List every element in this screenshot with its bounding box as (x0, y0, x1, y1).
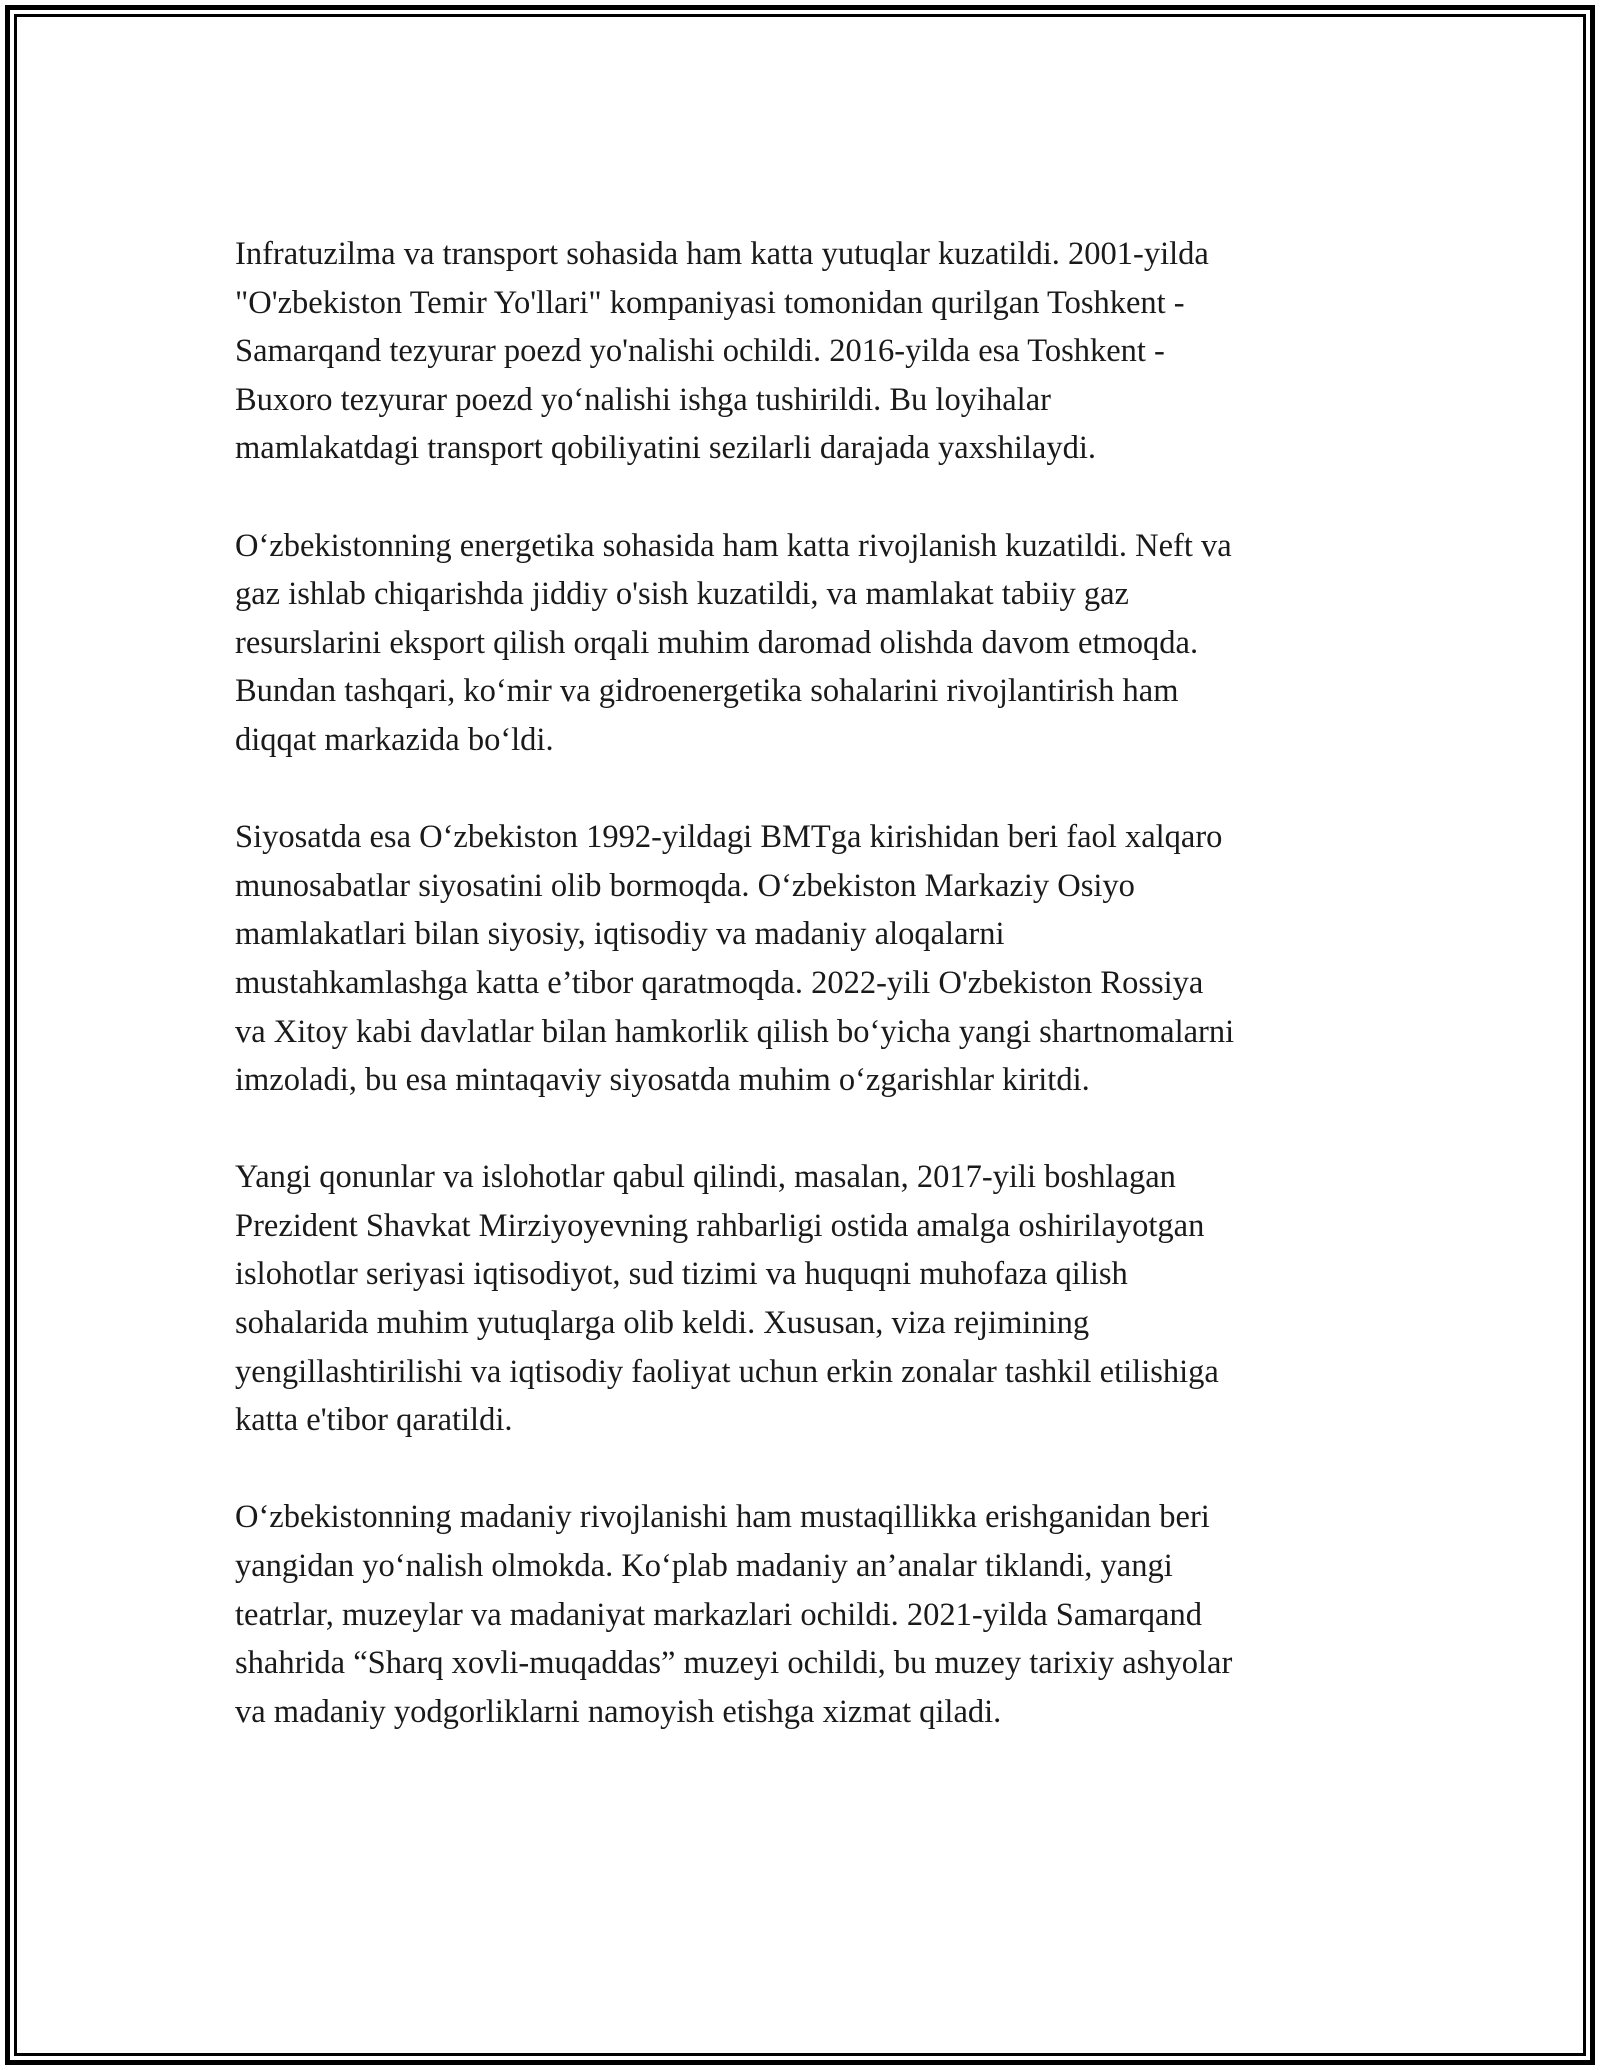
text-line: imzoladi, bu esa mintaqaviy siyosatda muhim o‘zgarishlar kiritdi. (235, 1062, 1090, 1099)
text-line: Samarqand tezyurar poezd yo'nalishi ochildi. 2016-yilda esa Toshkent - (235, 333, 1165, 370)
paragraph-infrastructure (235, 230, 1385, 473)
text-line: O‘zbekistonning energetika sohasida ham katta rivojlanish kuzatildi. Neft va (235, 527, 1232, 564)
text-line: diqqat markazida bo‘ldi. (235, 721, 554, 758)
paragraph-culture (235, 1493, 1385, 1736)
text-line: va Xitoy kabi davlatlar bilan hamkorlik qilish bo‘yicha yangi shartnomalarni (235, 1013, 1235, 1050)
text-line: va madaniy yodgorliklarni namoyish etishga xizmat qiladi. (235, 1693, 1002, 1730)
text-line: "O'zbekiston Temir Yo'llari" kompaniyasi tomonidan qurilgan Toshkent - (235, 284, 1185, 321)
text-line: mustahkamlashga katta e’tibor qaratmoqda. 2022-yili O'zbekiston Rossiya (235, 964, 1204, 1001)
text-line: yengillashtirilishi va iqtisodiy faoliyat uchun erkin zonalar tashkil etilishiga (235, 1353, 1219, 1390)
text-line: mamlakatdagi transport qobiliyatini sezilarli darajada yaxshilaydi. (235, 430, 1096, 467)
text-line: katta e'tibor qaratildi. (235, 1402, 513, 1439)
text-line: Yangi qonunlar va islohotlar qabul qilindi, masalan, 2017-yili boshlagan (235, 1159, 1176, 1196)
text-line: mamlakatlari bilan siyosiy, iqtisodiy va madaniy aloqalarni (235, 916, 1005, 953)
text-line: teatrlar, muzeylar va madaniyat markazlari ochildi. 2021-yilda Samarqand (235, 1596, 1202, 1633)
text-line: gaz ishlab chiqarishda jiddiy o'sish kuzatildi, va mamlakat tabiiy gaz (235, 576, 1129, 613)
paragraph-reforms (235, 1153, 1385, 1445)
text-line: O‘zbekistonning madaniy rivojlanishi ham mustaqillikka erishganidan beri (235, 1499, 1210, 1536)
text-line: islohotlar seriyasi iqtisodiyot, sud tizimi va huquqni muhofaza qilish (235, 1256, 1128, 1293)
paragraph-energy (235, 522, 1385, 765)
text-line: Siyosatda esa O‘zbekiston 1992-yildagi BMTga kirishidan beri faol xalqaro (235, 819, 1223, 856)
text-line: Bundan tashqari, ko‘mir va gidroenergetika sohalarini rivojlantirish ham (235, 673, 1179, 710)
text-line: shahrida “Sharq xovli-muqaddas” muzeyi ochildi, bu muzey tarixiy ashyolar (235, 1645, 1233, 1682)
text-line: Infratuzilma va transport sohasida ham katta yutuqlar kuzatildi. 2001-yilda (235, 236, 1209, 272)
text-line: Buxoro tezyurar poezd yo‘nalishi ishga tushirildi. Bu loyihalar (235, 381, 1051, 418)
text-line: yangidan yo‘nalish olmokda. Ko‘plab madaniy an’analar tiklandi, yangi (235, 1548, 1173, 1585)
text-line: Prezident Shavkat Mirziyoyevning rahbarligi ostida amalga oshirilayotgan (235, 1207, 1205, 1244)
document-body (235, 230, 1385, 1736)
paragraph-politics (235, 813, 1385, 1105)
text-line: resurslarini eksport qilish orqali muhim daromad olishda davom etmoqda. (235, 624, 1199, 661)
text-line: munosabatlar siyosatini olib bormoqda. O‘zbekiston Markaziy Osiyo (235, 867, 1135, 904)
text-line: sohalarida muhim yutuqlarga olib keldi. Xususan, viza rejimining (235, 1305, 1090, 1342)
